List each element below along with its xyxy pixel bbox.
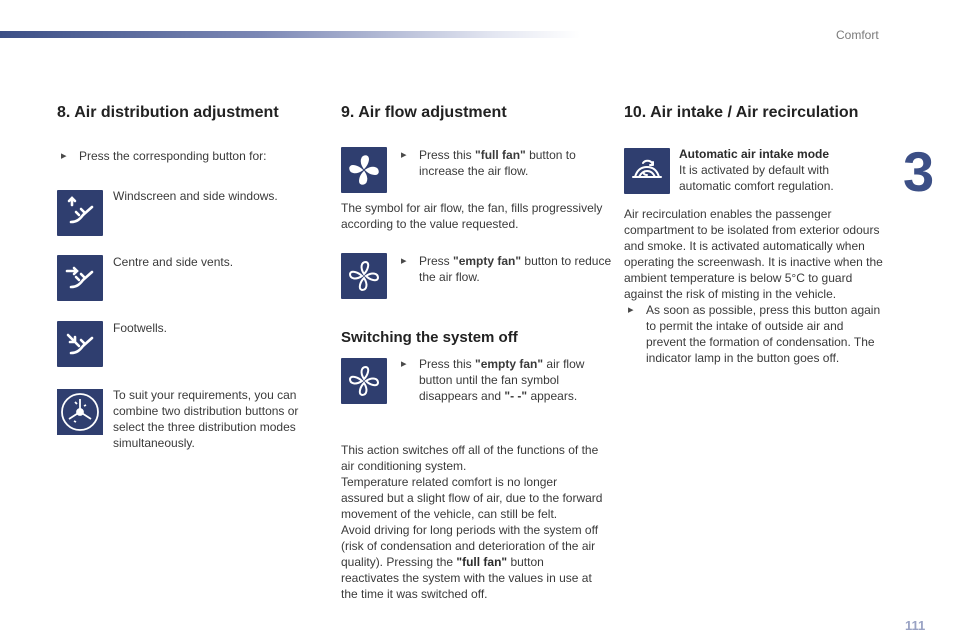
full-fan-icon (341, 147, 387, 193)
switch-off-notes (341, 442, 603, 602)
page-number: 111 (905, 618, 926, 633)
auto-intake-text: It is activated by default with automatic comfort regulation. (679, 163, 834, 193)
empty-fan-instruction: ▸ Press "empty fan" button to reduce the air flow. (397, 253, 614, 285)
auto-intake-block (679, 146, 859, 194)
note-comfort: Temperature related comfort is no longer assured but a slight flow of air, due to the forward movement of the vehicle, can still be felt. (341, 475, 603, 521)
note-functions-off: This action switches off all of the functions of the air conditioning system. (341, 443, 599, 473)
intro-instruction: ▸ Press the corresponding button for: (57, 148, 329, 164)
switch-off-instruction: ▸ Press this "empty fan" air flow button until the fan symbol disappears and "- -" appears. (397, 356, 614, 404)
recirculation-text: Air recirculation enables the passenger compartment to be isolated from exterior odours and smoke. It is activated automatically when operating the screenwash. It is inactive when the ambient temperature is below 5°C to guard against the risk of misting in the vehicle. (624, 207, 883, 301)
centre-vents-label: Centre and side vents. (113, 255, 234, 269)
combine-modes-text: To suit your requirements, you can combine two distribution buttons or select the three distribution modes simultaneously. (113, 388, 299, 450)
fan-symbol-text: The symbol for air flow, the fan, fills progressively according to the value requested. (341, 201, 603, 231)
section-title-air-flow: 9. Air flow adjustment (341, 104, 507, 121)
centre-vents-airflow-icon (57, 255, 103, 301)
air-recirculation-icon (624, 148, 670, 194)
windscreen-airflow-icon (57, 190, 103, 236)
section-title-air-distribution: 8. Air distribution adjustment (57, 104, 279, 121)
note-avoid-driving: Avoid driving for long periods with the system off (risk of condensation and deterioration of the air quality). Pressing the "full fan" button reactivates the system with the values in use at the time it was switched off. (341, 523, 599, 601)
header-accent-bar (0, 31, 580, 38)
section-title-air-intake: 10. Air intake / Air recirculation (624, 104, 859, 121)
footwell-airflow-icon (57, 321, 103, 367)
section-title-switch-off: Switching the system off (341, 329, 518, 346)
distribution-dial-icon (57, 389, 103, 435)
full-fan-instruction: ▸ Press this "full fan" button to increase the air flow. (397, 147, 614, 179)
windscreen-label: Windscreen and side windows. (113, 189, 278, 203)
chapter-number: 3 (903, 140, 935, 203)
auto-intake-title: Automatic air intake mode (679, 147, 830, 161)
footwell-label: Footwells. (113, 321, 168, 335)
section-name: Comfort (836, 28, 879, 42)
recirculation-instruction: ▸ As soon as possible, press this button again to permit the intake of outside air and prevent the formation of condensation. The indicator lamp in the button goes off. (624, 302, 886, 366)
empty-fan-off-icon (341, 358, 387, 404)
empty-fan-icon (341, 253, 387, 299)
